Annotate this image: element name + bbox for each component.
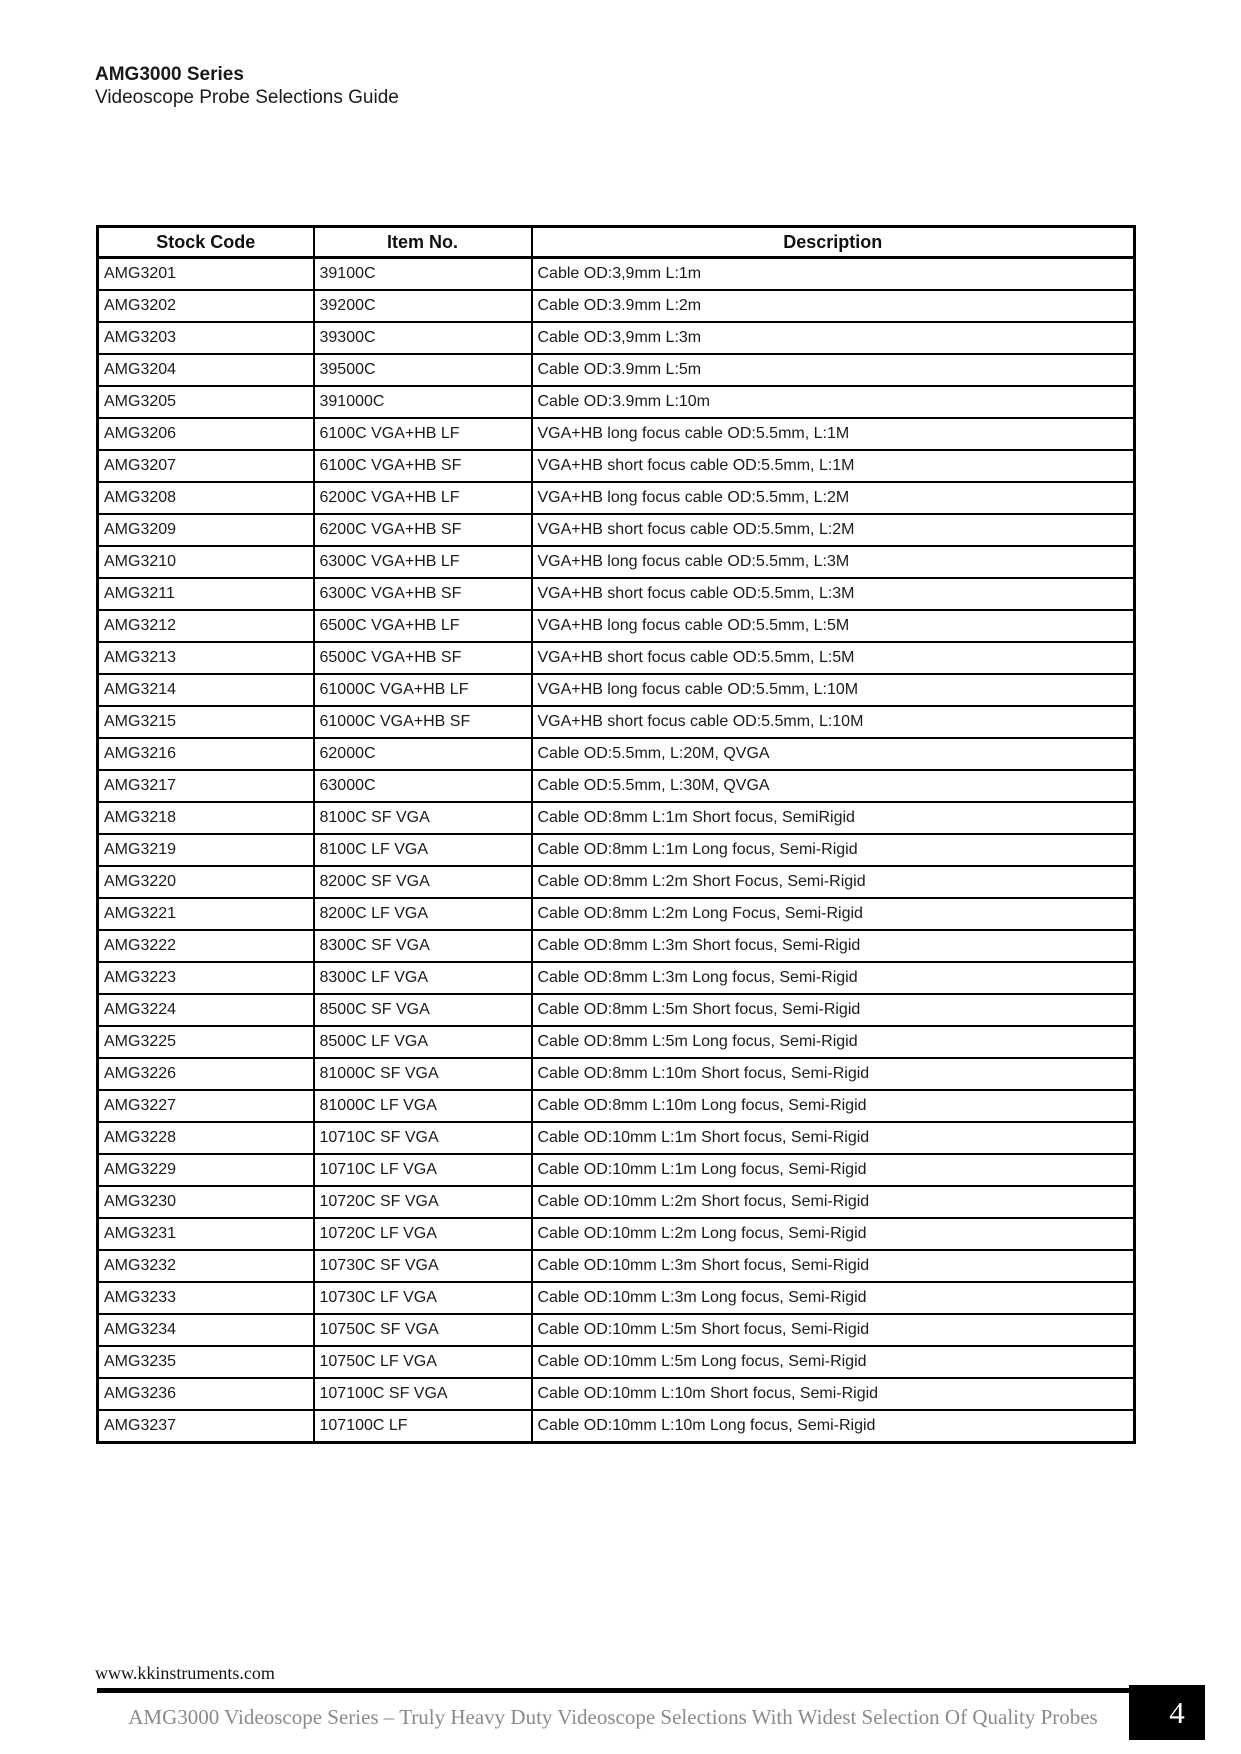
cell-stock-code: AMG3211 [98, 578, 314, 610]
table-row [98, 770, 1135, 802]
cell-item-no: 8100C LF VGA [314, 834, 532, 866]
cell-item-no: 6300C VGA+HB LF [314, 546, 532, 578]
cell-description: Cable OD:3.9mm L:10m [532, 386, 1135, 418]
cell-stock-code: AMG3227 [98, 1090, 314, 1122]
cell-stock-code: AMG3219 [98, 834, 314, 866]
cell-item-no: 107100C SF VGA [314, 1378, 532, 1410]
cell-description: VGA+HB short focus cable OD:5.5mm, L:1M [532, 450, 1135, 482]
cell-stock-code: AMG3217 [98, 770, 314, 802]
cell-description: Cable OD:8mm L:10m Long focus, Semi-Rigid [532, 1090, 1135, 1122]
cell-description: VGA+HB short focus cable OD:5.5mm, L:5M [532, 642, 1135, 674]
table-row [98, 802, 1135, 834]
cell-item-no: 6200C VGA+HB SF [314, 514, 532, 546]
cell-description: Cable OD:10mm L:10m Long focus, Semi-Rigid [532, 1410, 1135, 1443]
cell-description: Cable OD:8mm L:2m Short Focus, Semi-Rigid [532, 866, 1135, 898]
cell-stock-code: AMG3220 [98, 866, 314, 898]
cell-item-no: 10730C LF VGA [314, 1282, 532, 1314]
cell-item-no: 39300C [314, 322, 532, 354]
cell-description: Cable OD:5.5mm, L:30M, QVGA [532, 770, 1135, 802]
cell-stock-code: AMG3214 [98, 674, 314, 706]
table-row [98, 674, 1135, 706]
table-row [98, 1218, 1135, 1250]
table-row [98, 354, 1135, 386]
cell-item-no: 8300C SF VGA [314, 930, 532, 962]
footer-website-url: www.kkinstruments.com [95, 1663, 275, 1683]
cell-stock-code: AMG3231 [98, 1218, 314, 1250]
cell-item-no: 391000C [314, 386, 532, 418]
cell-stock-code: AMG3223 [98, 962, 314, 994]
cell-item-no: 10720C LF VGA [314, 1218, 532, 1250]
column-header-stock-code: Stock Code [98, 227, 314, 258]
table-row [98, 642, 1135, 674]
cell-description: Cable OD:10mm L:1m Short focus, Semi-Rigid [532, 1122, 1135, 1154]
cell-item-no: 63000C [314, 770, 532, 802]
cell-description: Cable OD:5.5mm, L:20M, QVGA [532, 738, 1135, 770]
table-row [98, 546, 1135, 578]
table-row [98, 1378, 1135, 1410]
cell-item-no: 8500C LF VGA [314, 1026, 532, 1058]
cell-stock-code: AMG3210 [98, 546, 314, 578]
cell-item-no: 10720C SF VGA [314, 1186, 532, 1218]
cell-item-no: 8200C LF VGA [314, 898, 532, 930]
cell-description: VGA+HB short focus cable OD:5.5mm, L:3M [532, 578, 1135, 610]
table-row [98, 290, 1135, 322]
page-number-box [1129, 1685, 1205, 1740]
page-title: AMG3000 Series [95, 64, 244, 85]
cell-description: VGA+HB long focus cable OD:5.5mm, L:3M [532, 546, 1135, 578]
cell-stock-code: AMG3215 [98, 706, 314, 738]
cell-description: VGA+HB long focus cable OD:5.5mm, L:5M [532, 610, 1135, 642]
cell-stock-code: AMG3204 [98, 354, 314, 386]
column-header-item-no: Item No. [314, 227, 532, 258]
cell-stock-code: AMG3233 [98, 1282, 314, 1314]
table-row [98, 450, 1135, 482]
cell-description: Cable OD:8mm L:3m Short focus, Semi-Rigid [532, 930, 1135, 962]
cell-description: Cable OD:8mm L:5m Short focus, Semi-Rigid [532, 994, 1135, 1026]
table-row [98, 482, 1135, 514]
cell-stock-code: AMG3207 [98, 450, 314, 482]
cell-stock-code: AMG3225 [98, 1026, 314, 1058]
cell-stock-code: AMG3201 [98, 258, 314, 291]
cell-description: Cable OD:8mm L:1m Short focus, SemiRigid [532, 802, 1135, 834]
cell-description: Cable OD:10mm L:3m Long focus, Semi-Rigid [532, 1282, 1135, 1314]
cell-description: VGA+HB long focus cable OD:5.5mm, L:1M [532, 418, 1135, 450]
page-subtitle: Videoscope Probe Selections Guide [95, 87, 399, 108]
page-number: 4 [1169, 1694, 1185, 1730]
cell-item-no: 10710C SF VGA [314, 1122, 532, 1154]
cell-item-no: 107100C LF [314, 1410, 532, 1443]
table-row [98, 1282, 1135, 1314]
cell-stock-code: AMG3230 [98, 1186, 314, 1218]
document-header [95, 63, 399, 109]
cell-item-no: 10710C LF VGA [314, 1154, 532, 1186]
probe-selection-table [96, 225, 1136, 1444]
table-row [98, 962, 1135, 994]
table-row [98, 866, 1135, 898]
table-row [98, 706, 1135, 738]
cell-item-no: 6100C VGA+HB SF [314, 450, 532, 482]
cell-description: Cable OD:10mm L:5m Long focus, Semi-Rigid [532, 1346, 1135, 1378]
table-row [98, 1026, 1135, 1058]
cell-stock-code: AMG3203 [98, 322, 314, 354]
table-row [98, 1090, 1135, 1122]
cell-stock-code: AMG3228 [98, 1122, 314, 1154]
cell-item-no: 61000C VGA+HB SF [314, 706, 532, 738]
table-row [98, 738, 1135, 770]
cell-item-no: 10750C LF VGA [314, 1346, 532, 1378]
table-row [98, 1314, 1135, 1346]
cell-stock-code: AMG3202 [98, 290, 314, 322]
cell-description: Cable OD:3,9mm L:1m [532, 258, 1135, 291]
cell-stock-code: AMG3209 [98, 514, 314, 546]
cell-stock-code: AMG3236 [98, 1378, 314, 1410]
cell-item-no: 8100C SF VGA [314, 802, 532, 834]
cell-item-no: 81000C LF VGA [314, 1090, 532, 1122]
table-body [98, 258, 1135, 1443]
cell-description: Cable OD:10mm L:1m Long focus, Semi-Rigid [532, 1154, 1135, 1186]
cell-stock-code: AMG3221 [98, 898, 314, 930]
cell-description: VGA+HB long focus cable OD:5.5mm, L:2M [532, 482, 1135, 514]
cell-description: VGA+HB short focus cable OD:5.5mm, L:10M [532, 706, 1135, 738]
cell-item-no: 6500C VGA+HB SF [314, 642, 532, 674]
cell-item-no: 61000C VGA+HB LF [314, 674, 532, 706]
cell-item-no: 6200C VGA+HB LF [314, 482, 532, 514]
table-row [98, 610, 1135, 642]
cell-item-no: 81000C SF VGA [314, 1058, 532, 1090]
cell-stock-code: AMG3208 [98, 482, 314, 514]
cell-description: Cable OD:10mm L:2m Long focus, Semi-Rigid [532, 1218, 1135, 1250]
table-row [98, 386, 1135, 418]
cell-description: Cable OD:8mm L:3m Long focus, Semi-Rigid [532, 962, 1135, 994]
table-row [98, 1122, 1135, 1154]
cell-description: Cable OD:3.9mm L:5m [532, 354, 1135, 386]
cell-description: Cable OD:10mm L:5m Short focus, Semi-Rigid [532, 1314, 1135, 1346]
cell-stock-code: AMG3222 [98, 930, 314, 962]
column-header-description: Description [532, 227, 1135, 258]
footer-divider-rule [97, 1688, 1129, 1693]
table-row [98, 322, 1135, 354]
cell-item-no: 6300C VGA+HB SF [314, 578, 532, 610]
cell-item-no: 8300C LF VGA [314, 962, 532, 994]
cell-item-no: 39500C [314, 354, 532, 386]
table-row [98, 1250, 1135, 1282]
footer-tagline: AMG3000 Videoscope Series – Truly Heavy Duty Videoscope Selections With Widest Selection Of Quality Probes [128, 1705, 1098, 1729]
cell-stock-code: AMG3224 [98, 994, 314, 1026]
cell-stock-code: AMG3212 [98, 610, 314, 642]
cell-description: VGA+HB long focus cable OD:5.5mm, L:10M [532, 674, 1135, 706]
table-row [98, 898, 1135, 930]
cell-description: Cable OD:8mm L:5m Long focus, Semi-Rigid [532, 1026, 1135, 1058]
cell-stock-code: AMG3234 [98, 1314, 314, 1346]
table-row [98, 1346, 1135, 1378]
cell-item-no: 6500C VGA+HB LF [314, 610, 532, 642]
table-row [98, 1186, 1135, 1218]
table-row [98, 1154, 1135, 1186]
table-header-row [98, 227, 1135, 258]
table-row [98, 930, 1135, 962]
cell-description: Cable OD:3.9mm L:2m [532, 290, 1135, 322]
table-row [98, 418, 1135, 450]
cell-item-no: 10730C SF VGA [314, 1250, 532, 1282]
cell-stock-code: AMG3218 [98, 802, 314, 834]
cell-description: Cable OD:8mm L:2m Long Focus, Semi-Rigid [532, 898, 1135, 930]
cell-item-no: 39100C [314, 258, 532, 291]
cell-description: Cable OD:10mm L:2m Short focus, Semi-Rigid [532, 1186, 1135, 1218]
cell-stock-code: AMG3216 [98, 738, 314, 770]
cell-stock-code: AMG3205 [98, 386, 314, 418]
cell-description: VGA+HB short focus cable OD:5.5mm, L:2M [532, 514, 1135, 546]
cell-stock-code: AMG3206 [98, 418, 314, 450]
table-row [98, 514, 1135, 546]
cell-stock-code: AMG3237 [98, 1410, 314, 1443]
cell-description: Cable OD:3,9mm L:3m [532, 322, 1135, 354]
table-row [98, 994, 1135, 1026]
cell-stock-code: AMG3213 [98, 642, 314, 674]
cell-stock-code: AMG3226 [98, 1058, 314, 1090]
cell-description: Cable OD:8mm L:10m Short focus, Semi-Rigid [532, 1058, 1135, 1090]
cell-item-no: 39200C [314, 290, 532, 322]
cell-stock-code: AMG3229 [98, 1154, 314, 1186]
table-row [98, 1410, 1135, 1443]
cell-stock-code: AMG3235 [98, 1346, 314, 1378]
table-row [98, 258, 1135, 291]
cell-stock-code: AMG3232 [98, 1250, 314, 1282]
cell-item-no: 62000C [314, 738, 532, 770]
cell-item-no: 10750C SF VGA [314, 1314, 532, 1346]
cell-item-no: 6100C VGA+HB LF [314, 418, 532, 450]
cell-description: Cable OD:10mm L:3m Short focus, Semi-Rigid [532, 1250, 1135, 1282]
cell-item-no: 8500C SF VGA [314, 994, 532, 1026]
table-row [98, 834, 1135, 866]
cell-description: Cable OD:10mm L:10m Short focus, Semi-Rigid [532, 1378, 1135, 1410]
cell-description: Cable OD:8mm L:1m Long focus, Semi-Rigid [532, 834, 1135, 866]
table-row [98, 1058, 1135, 1090]
table-row [98, 578, 1135, 610]
cell-item-no: 8200C SF VGA [314, 866, 532, 898]
